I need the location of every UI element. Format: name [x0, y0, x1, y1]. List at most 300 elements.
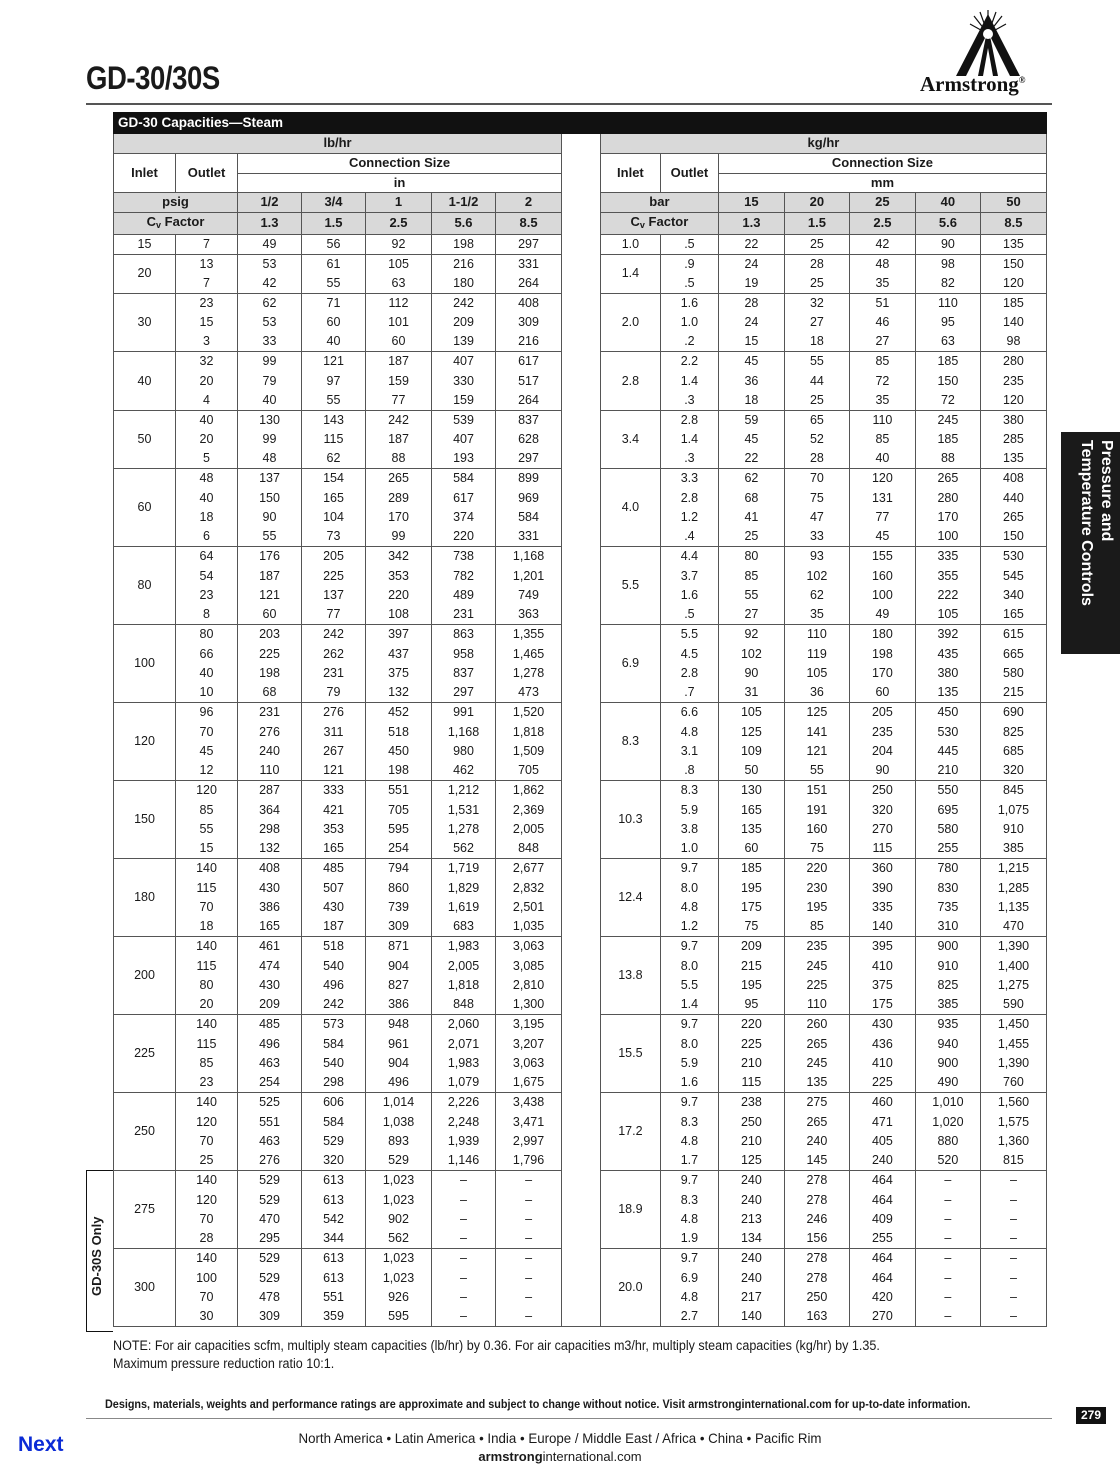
capacity-value: 353: [302, 820, 366, 840]
capacity-value: 225: [784, 976, 849, 996]
table-row: [600, 274, 1046, 294]
capacity-value: 464: [849, 1171, 915, 1191]
capacity-value: 235: [849, 722, 915, 742]
capacity-value: 529: [238, 1268, 302, 1288]
table-row: [600, 1268, 1046, 1288]
table-row: [600, 976, 1046, 996]
capacity-value: 295: [238, 1229, 302, 1249]
outlet-header: Outlet: [176, 154, 238, 193]
capacity-value: 525: [238, 1093, 302, 1113]
capacity-value: 175: [849, 995, 915, 1015]
capacity-value: 665: [980, 644, 1046, 664]
website-link[interactable]: armstronginternational.com: [478, 1449, 642, 1464]
outlet-pressure: 54: [176, 566, 238, 586]
table-row: [114, 742, 562, 762]
capacity-value: 2,501: [496, 898, 562, 918]
capacity-value: 31: [718, 683, 784, 703]
capacity-value: 82: [915, 274, 980, 294]
capacity-value: 85: [849, 352, 915, 372]
capacity-value: 450: [366, 742, 432, 762]
table-row: [114, 469, 562, 489]
inlet-pressure: 2.8: [600, 352, 660, 411]
capacity-value: 18: [718, 391, 784, 411]
capacity-value: 1,023: [366, 1171, 432, 1191]
table-row: [114, 664, 562, 684]
capacity-value: 203: [238, 625, 302, 645]
capacity-value: 165: [302, 839, 366, 859]
inlet-pressure: 1.4: [600, 254, 660, 293]
footer-rule: [86, 1418, 1052, 1419]
capacity-value: 120: [980, 274, 1046, 294]
capacity-value: 360: [849, 859, 915, 879]
capacity-value: 408: [238, 859, 302, 879]
table-row: [600, 1190, 1046, 1210]
capacity-value: 297: [496, 449, 562, 469]
capacity-value: 121: [302, 761, 366, 781]
capacity-value: 551: [238, 1112, 302, 1132]
capacity-value: 760: [980, 1073, 1046, 1093]
next-page-link[interactable]: Next: [18, 1433, 64, 1456]
table-row: [600, 761, 1046, 781]
capacity-value: 265: [915, 469, 980, 489]
capacity-value: –: [496, 1249, 562, 1269]
capacity-value: 53: [238, 313, 302, 333]
capacity-value: –: [915, 1229, 980, 1249]
capacity-value: 135: [718, 820, 784, 840]
capacity-value: 837: [432, 664, 496, 684]
capacity-value: 209: [238, 995, 302, 1015]
capacity-value: 210: [915, 761, 980, 781]
table-row: [600, 1054, 1046, 1074]
capacity-value: 595: [366, 820, 432, 840]
capacity-value: 380: [915, 664, 980, 684]
capacity-value: 115: [718, 1073, 784, 1093]
capacity-value: 60: [238, 605, 302, 625]
capacity-value: 464: [849, 1268, 915, 1288]
capacity-value: –: [980, 1190, 1046, 1210]
capacity-value: 562: [432, 839, 496, 859]
capacity-value: 827: [366, 976, 432, 996]
capacity-value: 33: [238, 332, 302, 352]
table-row: [114, 722, 562, 742]
outlet-pressure: 115: [176, 1034, 238, 1054]
outlet-pressure: .5: [660, 274, 718, 294]
capacity-value: 140: [980, 313, 1046, 333]
capacity-value: –: [915, 1268, 980, 1288]
capacity-value: 539: [432, 410, 496, 430]
capacity-value: 19: [718, 274, 784, 294]
capacity-value: 3,207: [496, 1034, 562, 1054]
inlet-pressure: 150: [114, 781, 176, 859]
capacity-value: 1,531: [432, 800, 496, 820]
connection-size: 15: [718, 193, 784, 213]
outlet-pressure: 9.7: [660, 1015, 718, 1035]
capacity-value: 613: [302, 1171, 366, 1191]
outlet-pressure: 140: [176, 859, 238, 879]
table-row: [114, 605, 562, 625]
table-row: [114, 391, 562, 411]
capacity-value: 309: [366, 917, 432, 937]
capacity-value: 542: [302, 1210, 366, 1230]
capacity-value: 880: [915, 1132, 980, 1152]
capacity-value: 160: [849, 566, 915, 586]
capacity-value: 1,023: [366, 1249, 432, 1269]
capacity-value: 1,619: [432, 898, 496, 918]
capacity-value: 613: [302, 1249, 366, 1269]
capacity-value: 562: [366, 1229, 432, 1249]
inlet-pressure: 250: [114, 1093, 176, 1171]
capacity-value: 910: [980, 820, 1046, 840]
capacity-value: 143: [302, 410, 366, 430]
capacity-value: 397: [366, 625, 432, 645]
table-row: [114, 800, 562, 820]
inlet-pressure: 20: [114, 254, 176, 293]
inlet-pressure: 5.5: [600, 547, 660, 625]
capacity-value: 436: [849, 1034, 915, 1054]
capacity-value: 386: [366, 995, 432, 1015]
inlet-pressure: 275: [114, 1171, 176, 1249]
capacity-value: 85: [718, 566, 784, 586]
capacity-value: 28: [718, 293, 784, 313]
capacity-value: –: [432, 1307, 496, 1327]
capacity-value: 88: [366, 449, 432, 469]
table-row: [600, 605, 1046, 625]
table-row: [600, 781, 1046, 801]
inlet-pressure: 15.5: [600, 1015, 660, 1093]
capacity-value: 242: [302, 625, 366, 645]
table-row: [600, 1034, 1046, 1054]
capacity-value: 270: [849, 1307, 915, 1327]
capacity-value: 1,355: [496, 625, 562, 645]
capacity-value: 105: [718, 703, 784, 723]
capacity-value: 445: [915, 742, 980, 762]
outlet-pressure: 66: [176, 644, 238, 664]
capacity-value: –: [432, 1249, 496, 1269]
outlet-pressure: 120: [176, 1112, 238, 1132]
table-row: [114, 371, 562, 391]
capacity-value: 215: [980, 683, 1046, 703]
capacity-value: 105: [784, 664, 849, 684]
outlet-pressure: 140: [176, 1015, 238, 1035]
table-row: [600, 937, 1046, 957]
capacity-value: 385: [980, 839, 1046, 859]
table-row: [600, 235, 1046, 255]
capacity-value: 2,226: [432, 1093, 496, 1113]
outlet-pressure: 8.0: [660, 956, 718, 976]
capacity-value: 355: [915, 566, 980, 586]
capacity-value: 1,168: [432, 722, 496, 742]
capacity-value: 45: [849, 527, 915, 547]
cv-factor-value: 1.3: [718, 212, 784, 235]
table-row: [114, 488, 562, 508]
capacity-value: 210: [718, 1054, 784, 1074]
capacity-value: 331: [496, 527, 562, 547]
capacity-value: 1,719: [432, 859, 496, 879]
table-row: [600, 820, 1046, 840]
capacity-value: 90: [915, 235, 980, 255]
capacity-value: 70: [784, 469, 849, 489]
capacity-value: 85: [784, 917, 849, 937]
capacity-value: 231: [238, 703, 302, 723]
table-row: [114, 625, 562, 645]
connection-size: 1-1/2: [432, 193, 496, 213]
capacity-value: 584: [496, 508, 562, 528]
outlet-pressure: 1.4: [660, 430, 718, 450]
capacity-value: 105: [915, 605, 980, 625]
capacity-value: 175: [718, 898, 784, 918]
table-row: [600, 1288, 1046, 1308]
table-gap: [562, 134, 600, 1327]
capacity-value: 940: [915, 1034, 980, 1054]
table-row: [114, 1268, 562, 1288]
capacity-value: 195: [718, 878, 784, 898]
capacity-value: 163: [784, 1307, 849, 1327]
inlet-header: Inlet: [114, 154, 176, 193]
table-row: [114, 1054, 562, 1074]
capacity-value: 1,020: [915, 1112, 980, 1132]
table-row: [600, 917, 1046, 937]
table-row: [600, 839, 1046, 859]
capacity-value: 100: [915, 527, 980, 547]
capacity-value: 235: [784, 937, 849, 957]
capacity-value: 529: [366, 1151, 432, 1171]
capacity-value: –: [915, 1210, 980, 1230]
table-row: [600, 1249, 1046, 1269]
outlet-pressure: .2: [660, 332, 718, 352]
capacity-value: 1,023: [366, 1190, 432, 1210]
table-row: [600, 293, 1046, 313]
capacity-value: 309: [238, 1307, 302, 1327]
inlet-pressure: 20.0: [600, 1249, 660, 1327]
capacity-value: 335: [915, 547, 980, 567]
capacity-value: 1,560: [980, 1093, 1046, 1113]
table-row: [600, 625, 1046, 645]
capacity-value: 1,862: [496, 781, 562, 801]
table-row: [600, 391, 1046, 411]
capacity-value: 265: [784, 1112, 849, 1132]
capacity-value: 452: [366, 703, 432, 723]
capacity-value: –: [915, 1249, 980, 1269]
capacity-value: 92: [718, 625, 784, 645]
capacity-value: 231: [432, 605, 496, 625]
capacity-value: 340: [980, 586, 1046, 606]
capacity-value: 104: [302, 508, 366, 528]
capacity-value: 860: [366, 878, 432, 898]
capacity-value: 1,010: [915, 1093, 980, 1113]
capacity-value: 359: [302, 1307, 366, 1327]
table-row: [600, 664, 1046, 684]
capacity-value: 230: [784, 878, 849, 898]
capacity-value: 135: [784, 1073, 849, 1093]
capacity-value: –: [496, 1229, 562, 1249]
capacity-value: 195: [718, 976, 784, 996]
capacity-value: 375: [849, 976, 915, 996]
table-row: [600, 1132, 1046, 1152]
outlet-pressure: 1.9: [660, 1229, 718, 1249]
capacity-value: 848: [496, 839, 562, 859]
capacity-value: 1,275: [980, 976, 1046, 996]
capacity-value: 246: [784, 1210, 849, 1230]
capacity-value: 2,071: [432, 1034, 496, 1054]
capacity-value: 62: [718, 469, 784, 489]
capacity-value: 159: [432, 391, 496, 411]
capacity-value: 580: [980, 664, 1046, 684]
capacity-value: 101: [366, 313, 432, 333]
capacity-value: 225: [849, 1073, 915, 1093]
capacity-value: 440: [980, 488, 1046, 508]
capacity-value: 1,023: [366, 1268, 432, 1288]
table-row: [114, 781, 562, 801]
capacity-value: 380: [980, 410, 1046, 430]
outlet-pressure: 7: [176, 235, 238, 255]
capacity-value: 198: [238, 664, 302, 684]
capacity-value: 115: [849, 839, 915, 859]
capacity-value: 156: [784, 1229, 849, 1249]
capacity-value: 135: [980, 235, 1046, 255]
outlet-pressure: 2.8: [660, 410, 718, 430]
capacity-value: 209: [718, 937, 784, 957]
capacity-value: 489: [432, 586, 496, 606]
capacity-value: 606: [302, 1093, 366, 1113]
capacity-value: 551: [302, 1288, 366, 1308]
capacity-value: 46: [849, 313, 915, 333]
capacity-value: 392: [915, 625, 980, 645]
table-row: [600, 488, 1046, 508]
capacity-value: 45: [718, 352, 784, 372]
capacity-value: 749: [496, 586, 562, 606]
capacity-value: 2,005: [496, 820, 562, 840]
capacity-value: 92: [366, 235, 432, 255]
capacity-value: 991: [432, 703, 496, 723]
capacity-value: 240: [718, 1171, 784, 1191]
capacity-value: 110: [784, 995, 849, 1015]
outlet-pressure: 20: [176, 430, 238, 450]
connection-header-row: [114, 154, 562, 174]
table-row: [600, 566, 1046, 586]
capacity-value: 187: [366, 430, 432, 450]
capacity-value: 137: [302, 586, 366, 606]
capacity-value: 102: [718, 644, 784, 664]
outlet-pressure: 70: [176, 1132, 238, 1152]
table-row: [600, 1015, 1046, 1035]
table-row: [114, 898, 562, 918]
table-row: [600, 1229, 1046, 1249]
outlet-pressure: 18: [176, 508, 238, 528]
outlet-pressure: 70: [176, 1210, 238, 1230]
capacity-value: 102: [784, 566, 849, 586]
capacity-value: 35: [849, 274, 915, 294]
capacity-value: 33: [784, 527, 849, 547]
outlet-pressure: 120: [176, 1190, 238, 1210]
flow-unit: lb/hr: [114, 134, 562, 154]
table-row: [600, 859, 1046, 879]
capacity-value: 68: [718, 488, 784, 508]
capacity-value: 278: [784, 1249, 849, 1269]
table-row: [600, 722, 1046, 742]
inlet-pressure: 13.8: [600, 937, 660, 1015]
capacity-value: 125: [784, 703, 849, 723]
capacity-value: 507: [302, 878, 366, 898]
capacity-value: 245: [784, 956, 849, 976]
capacity-value: 60: [366, 332, 432, 352]
capacity-value: 187: [366, 352, 432, 372]
capacity-value: 520: [915, 1151, 980, 1171]
capacity-value: 250: [849, 781, 915, 801]
inlet-pressure: 18.9: [600, 1171, 660, 1249]
capacity-value: 63: [915, 332, 980, 352]
capacity-value: 85: [849, 430, 915, 450]
capacity-value: 3,063: [496, 937, 562, 957]
outlet-pressure: 55: [176, 820, 238, 840]
capacity-value: 27: [784, 313, 849, 333]
table-row: [114, 1112, 562, 1132]
outlet-pressure: 5.9: [660, 800, 718, 820]
capacity-value: 848: [432, 995, 496, 1015]
capacity-value: 3,195: [496, 1015, 562, 1035]
capacity-value: 1,983: [432, 1054, 496, 1074]
capacity-value: 1,509: [496, 742, 562, 762]
capacity-value: 845: [980, 781, 1046, 801]
regions-list: North America • Latin America • India • Europe / Middle East / Africa • China • Pacific Rim: [298, 1430, 822, 1446]
capacity-value: 165: [718, 800, 784, 820]
capacity-value: 437: [366, 644, 432, 664]
inlet-pressure: 300: [114, 1249, 176, 1327]
capacity-value: 60: [849, 683, 915, 703]
inlet-pressure: 10.3: [600, 781, 660, 859]
flow-unit-row: [600, 134, 1046, 154]
capacity-value: 260: [784, 1015, 849, 1035]
capacity-value: 112: [366, 293, 432, 313]
capacity-value: 185: [980, 293, 1046, 313]
capacity-value: 35: [849, 391, 915, 411]
capacity-value: –: [980, 1268, 1046, 1288]
outlet-pressure: 5.5: [660, 625, 718, 645]
outlet-pressure: 28: [176, 1229, 238, 1249]
capacity-value: 61: [302, 254, 366, 274]
capacity-value: –: [980, 1307, 1046, 1327]
outlet-pressure: 3.8: [660, 820, 718, 840]
outlet-pressure: 40: [176, 410, 238, 430]
capacity-value: 1,465: [496, 644, 562, 664]
capacity-value: 478: [238, 1288, 302, 1308]
outlet-pressure: 5.9: [660, 1054, 718, 1074]
capacity-value: 1,360: [980, 1132, 1046, 1152]
capacity-value: 170: [849, 664, 915, 684]
flow-unit: kg/hr: [600, 134, 1046, 154]
outlet-pressure: 23: [176, 586, 238, 606]
capacity-value: 613: [302, 1268, 366, 1288]
inlet-pressure: 15: [114, 235, 176, 255]
table-row: [600, 1073, 1046, 1093]
capacity-value: 420: [849, 1288, 915, 1308]
capacity-value: 871: [366, 937, 432, 957]
capacity-value: 837: [496, 410, 562, 430]
capacity-value: 1,201: [496, 566, 562, 586]
table-row: [600, 410, 1046, 430]
capacity-value: 42: [238, 274, 302, 294]
outlet-pressure: 15: [176, 839, 238, 859]
capacity-value: 95: [915, 313, 980, 333]
capacity-value: 735: [915, 898, 980, 918]
outlet-pressure: 1.2: [660, 508, 718, 528]
table-row: [114, 1132, 562, 1152]
outlet-pressure: 4.8: [660, 1288, 718, 1308]
capacity-value: 72: [849, 371, 915, 391]
table-row: [600, 683, 1046, 703]
table-row: [114, 1171, 562, 1191]
capacity-value: 385: [915, 995, 980, 1015]
capacity-value: –: [496, 1288, 562, 1308]
